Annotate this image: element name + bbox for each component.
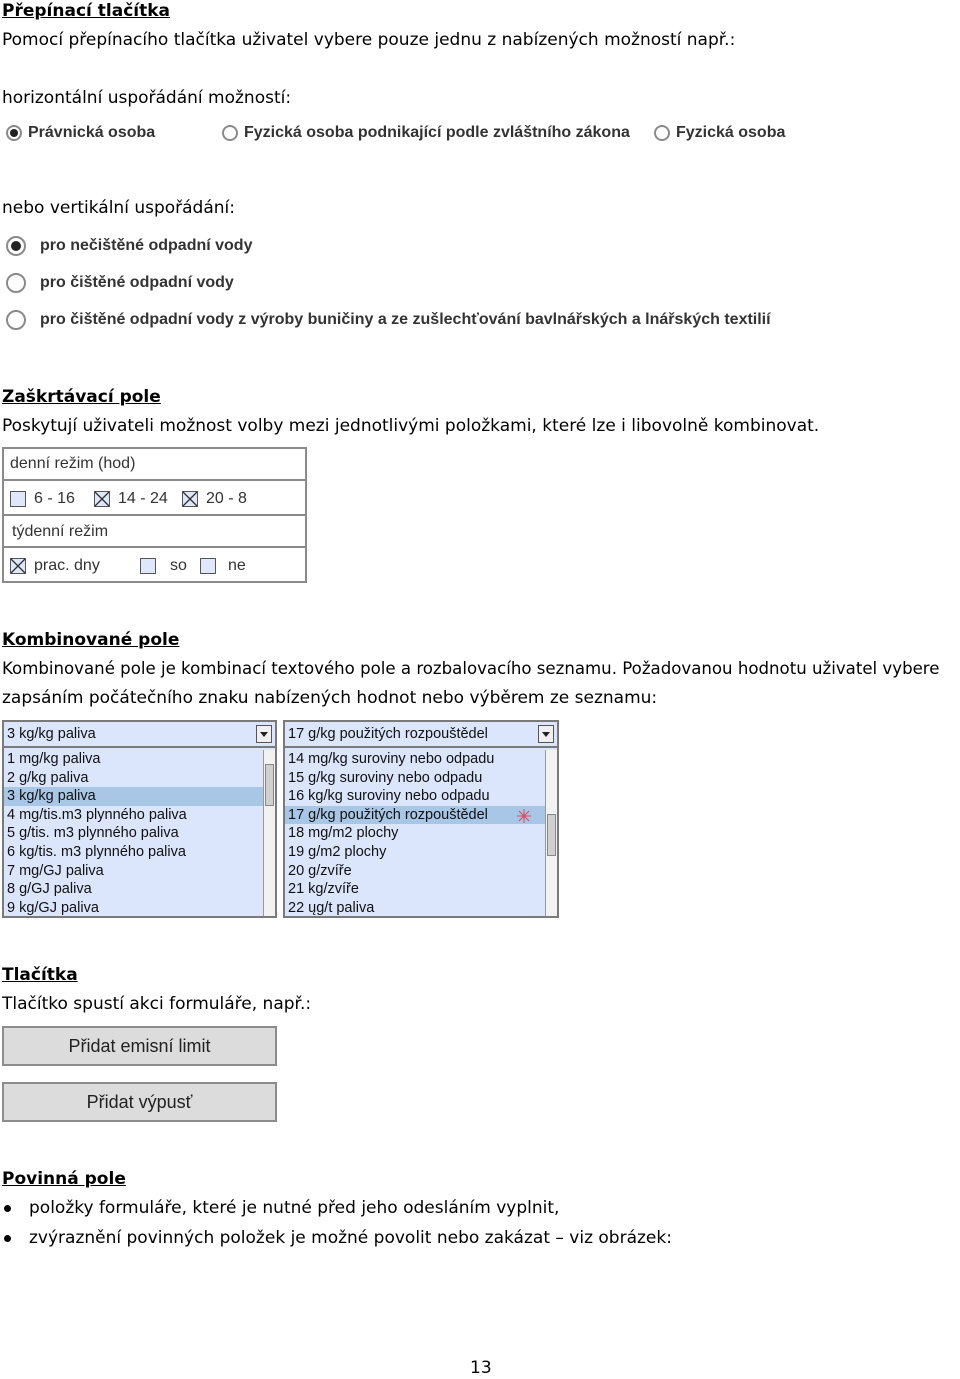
group-daily-label — [4, 449, 305, 481]
checkbox-20-8[interactable] — [182, 491, 198, 507]
group-weekly-label — [4, 518, 305, 548]
checkbox-6-16[interactable] — [10, 491, 26, 507]
checkbox-label: prac. dny — [34, 557, 100, 574]
checkbox-section-intro: Poskytují uživateli možnost volby mezi jednotlivými položkami, které lze i libovolně kombinovat. — [2, 416, 820, 436]
combo-value: 17 g/kg použitých rozpouštědel — [288, 726, 488, 742]
cursor-star-icon — [517, 809, 531, 827]
checkbox-section-heading: Zaškrtávací pole — [2, 387, 161, 407]
checked-cross-icon — [182, 491, 198, 507]
checkbox-label: ne — [228, 557, 246, 574]
dropdown-arrow-icon[interactable] — [538, 725, 554, 743]
list-item[interactable]: 16 kg/kg suroviny nebo odpadu — [288, 788, 490, 805]
radio-empty-icon — [6, 273, 26, 293]
radio-empty-icon — [654, 125, 670, 141]
bullet-text: položky formuláře, které je nutné před jeho odesláním vyplnit, — [29, 1198, 560, 1218]
radio-section-intro: Pomocí přepínacího tlačítka uživatel vybere pouze jednu z nabízených možností např.: — [2, 30, 736, 50]
radio-selected-icon — [6, 236, 26, 256]
list-item-selected[interactable]: 3 kg/kg paliva — [4, 787, 263, 806]
combo-box-units[interactable] — [283, 720, 559, 918]
checkbox-label: 20 - 8 — [206, 489, 247, 507]
list-item-selected[interactable]: 17 g/kg použitých rozpouštědel — [285, 806, 545, 825]
radio-option-fyzicka-podnikajici[interactable] — [222, 124, 630, 142]
list-item[interactable]: 2 g/kg paliva — [7, 769, 89, 786]
radio-option-pravnicka[interactable] — [6, 124, 155, 142]
checkbox-14-24[interactable] — [94, 491, 110, 507]
bullet-text: zvýraznění povinných položek je možné povolit nebo zakázat – viz obrázek: — [29, 1228, 672, 1248]
combo-input[interactable] — [4, 722, 275, 748]
list-item[interactable]: 20 g/zvíře — [288, 862, 352, 879]
list-item[interactable]: 14 mg/kg suroviny nebo odpadu — [288, 751, 495, 767]
scrollbar[interactable] — [545, 750, 557, 916]
list-item[interactable]: 6 kg/tis. m3 plynného paliva — [7, 843, 186, 860]
radio-option-necistene[interactable] — [6, 236, 252, 256]
list-item[interactable]: 9 kg/GJ paliva — [7, 899, 99, 916]
combo-list — [4, 750, 263, 916]
list-item[interactable]: 5 g/tis. m3 plynného paliva — [7, 825, 179, 842]
list-item[interactable]: 18 mg/m2 plochy — [288, 825, 399, 842]
vertical-layout-label: nebo vertikální uspořádání: — [2, 198, 235, 218]
combo-list — [285, 750, 545, 916]
buttons-section-intro: Tlačítko spustí akci formuláře, např.: — [2, 994, 312, 1014]
group-daily-options — [4, 483, 305, 516]
radio-option-fyzicka[interactable] — [654, 124, 785, 142]
list-item[interactable]: 7 mg/GJ paliva — [7, 862, 104, 879]
checkbox-label: 6 - 16 — [34, 489, 75, 507]
checkbox-prac-dny[interactable] — [10, 558, 26, 574]
bullet-icon — [4, 1235, 11, 1242]
page-number: 13 — [470, 1358, 492, 1378]
list-item[interactable]: 1 mg/kg paliva — [7, 751, 101, 767]
checkbox-so[interactable] — [140, 558, 156, 574]
buttons-section-heading: Tlačítka — [2, 965, 78, 985]
radio-option-label: Fyzická osoba podnikající podle zvláštního zákona — [244, 124, 630, 141]
list-item[interactable]: 8 g/GJ paliva — [7, 881, 92, 898]
combo-section-intro-2: zapsáním počátečního znaku nabízených hodnot nebo výběrem ze seznamu: — [2, 688, 658, 708]
radio-option-label: pro čištěné odpadní vody — [40, 274, 234, 291]
list-item[interactable]: 21 kg/zvíře — [288, 881, 359, 898]
list-item[interactable]: 22 ųg/t paliva — [288, 899, 375, 916]
radio-option-label: Právnická osoba — [28, 124, 156, 141]
required-bullet-2 — [4, 1227, 672, 1249]
radio-option-cistene-textil[interactable] — [6, 310, 771, 330]
required-bullet-1 — [4, 1197, 559, 1219]
list-item[interactable]: 19 g/m2 plochy — [288, 843, 387, 860]
bullet-icon — [4, 1205, 11, 1212]
list-item[interactable]: 4 mg/tis.m3 plynného paliva — [7, 806, 187, 823]
combo-section-intro-1: Kombinované pole je kombinací textového pole a rozbalovacího seznamu. Požadovanou hodnotu uživatel vybere — [2, 659, 940, 678]
scrollbar[interactable] — [263, 750, 275, 916]
checkbox-panel — [2, 447, 307, 583]
combo-box-fuel[interactable] — [2, 720, 277, 918]
required-section-heading: Povinná pole — [2, 1169, 126, 1189]
checkbox-label: so — [170, 557, 187, 574]
group-label: denní režim (hod) — [10, 455, 136, 472]
radio-option-label: pro čištěné odpadní vody z výroby buničiny a ze zušlechťování bavlnářských a lnářských textilií — [40, 311, 771, 328]
radio-empty-icon — [6, 310, 26, 330]
combo-input[interactable] — [285, 722, 557, 748]
group-weekly-options — [4, 550, 305, 582]
checked-cross-icon — [10, 558, 26, 574]
add-emission-limit-button[interactable]: Přidat emisní limit — [2, 1026, 277, 1066]
combo-value: 3 kg/kg paliva — [7, 726, 96, 742]
dropdown-arrow-icon[interactable] — [256, 725, 272, 743]
add-outlet-button[interactable]: Přidat výpusť — [2, 1082, 277, 1122]
list-item[interactable]: 15 g/kg suroviny nebo odpadu — [288, 769, 483, 786]
radio-section-heading: Přepínací tlačítka — [2, 1, 170, 21]
radio-option-label: pro nečištěné odpadní vody — [40, 237, 253, 254]
combo-section-heading: Kombinované pole — [2, 630, 180, 650]
group-label: týdenní režim — [12, 523, 109, 540]
checkbox-label: 14 - 24 — [118, 489, 168, 507]
checked-cross-icon — [94, 491, 110, 507]
radio-selected-icon — [6, 125, 22, 141]
checkbox-ne[interactable] — [200, 558, 216, 574]
radio-empty-icon — [222, 125, 238, 141]
horizontal-layout-label: horizontální uspořádání možností: — [2, 88, 292, 108]
radio-option-label: Fyzická osoba — [676, 124, 786, 141]
radio-option-cistene[interactable] — [6, 273, 234, 293]
